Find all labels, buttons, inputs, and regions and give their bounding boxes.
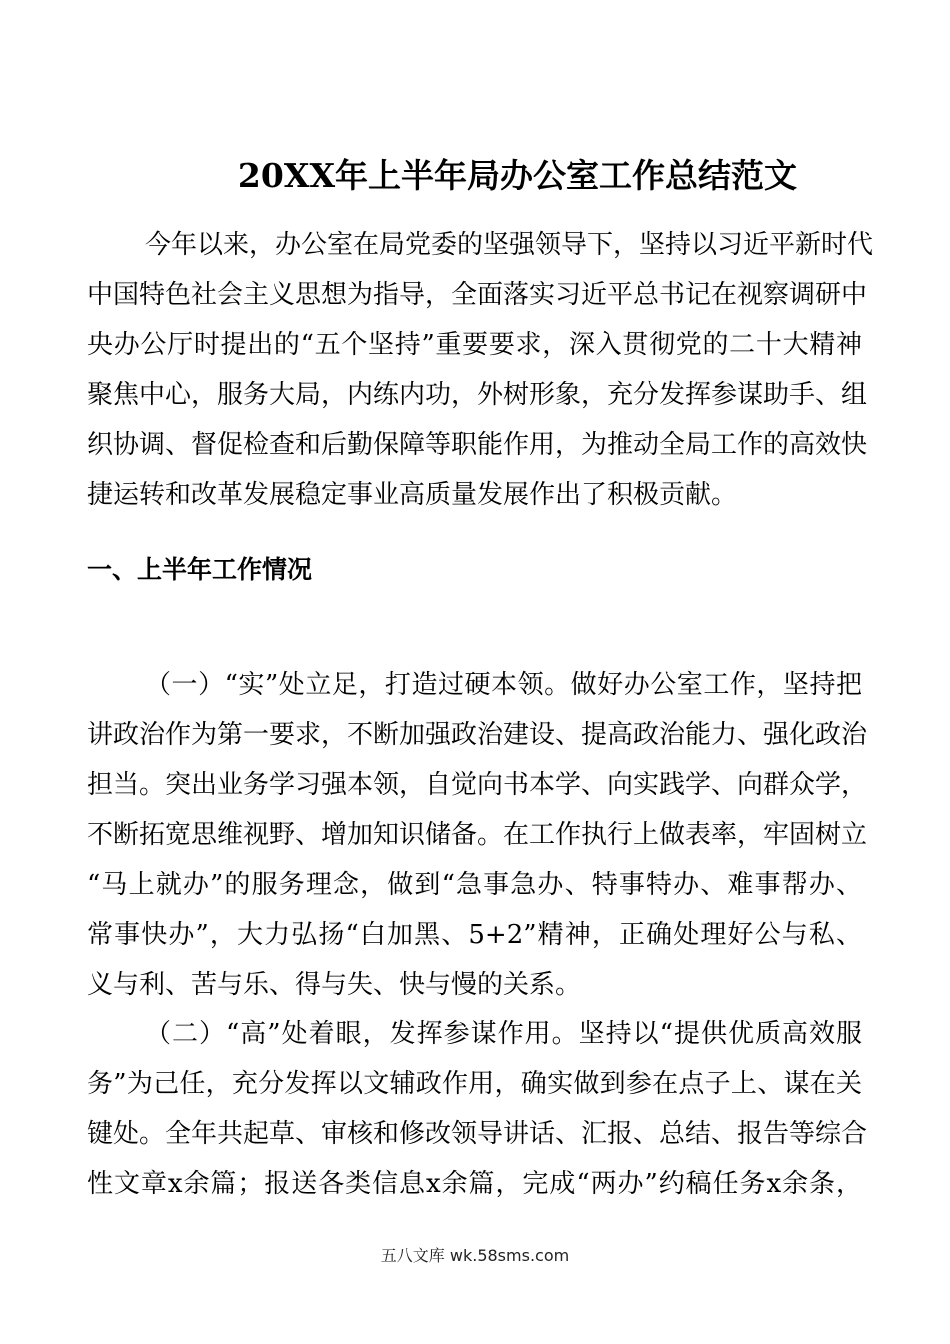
paragraph-line: “马上就办”的服务理念，做到“急事急办、特事特办、难事帮办、 xyxy=(87,870,862,900)
paragraph-line: 键处。全年共起草、审核和修改领导讲话、汇报、总结、报告等综合 xyxy=(87,1119,868,1149)
paragraph-line: 中国特色社会主义思想为指导，全面落实习近平总书记在视察调研中 xyxy=(87,280,868,310)
paragraph-line: 义与利、苦与乐、得与失、快与慢的关系。 xyxy=(87,970,582,1000)
paragraph-line: 不断拓宽思维视野、增加知识储备。在工作执行上做表率，牢固树立 xyxy=(87,820,868,850)
section-heading: 一、上半年工作情况 xyxy=(87,555,313,584)
paragraph-line: 性文章x余篇；报送各类信息x余篇，完成“两办”约稿任务x余条， xyxy=(87,1169,862,1199)
paragraph-line: 务”为己任，充分发挥以文辅政作用，确实做到参在点子上、谋在关 xyxy=(87,1069,862,1099)
document-title: 20XX年上半年局办公室工作总结范文 xyxy=(237,156,798,195)
section-paragraph-2 xyxy=(87,1009,868,1209)
paragraph-line: 央办公厅时提出的“五个坚持”重要要求，深入贯彻党的二十大精神 xyxy=(87,330,862,360)
paragraph-line: 担当。突出业务学习强本领，自觉向书本学、向实践学、向群众学， xyxy=(87,770,868,800)
page-footer-watermark: 五八文库 wk.58sms.com xyxy=(380,1246,570,1265)
paragraph-line: 捷运转和改革发展稳定事业高质量发展作出了积极贡献。 xyxy=(87,480,738,510)
paragraph-line: 聚焦中心，服务大局，内练内功，外树形象，充分发挥参谋助手、组 xyxy=(87,380,868,410)
paragraph-line: 织协调、督促检查和后勤保障等职能作用，为推动全局工作的高效快 xyxy=(87,430,868,460)
paragraph-line: 讲政治作为第一要求，不断加强政治建设、提高政治能力、强化政治 xyxy=(87,720,868,750)
paragraph-line: （二）“高”处着眼，发挥参谋作用。坚持以“提供优质高效服 xyxy=(145,1019,862,1049)
paragraph-line: （一）“实”处立足，打造过硬本领。做好办公室工作，坚持把 xyxy=(145,670,862,700)
section-paragraph-1 xyxy=(87,660,868,1010)
paragraph-line: 常事快办”，大力弘扬“白加黑、5+2”精神，正确处理好公与私、 xyxy=(87,920,862,950)
paragraph-line: 今年以来，办公室在局党委的坚强领导下，坚持以习近平新时代 xyxy=(145,230,874,260)
intro-paragraph xyxy=(87,220,874,520)
